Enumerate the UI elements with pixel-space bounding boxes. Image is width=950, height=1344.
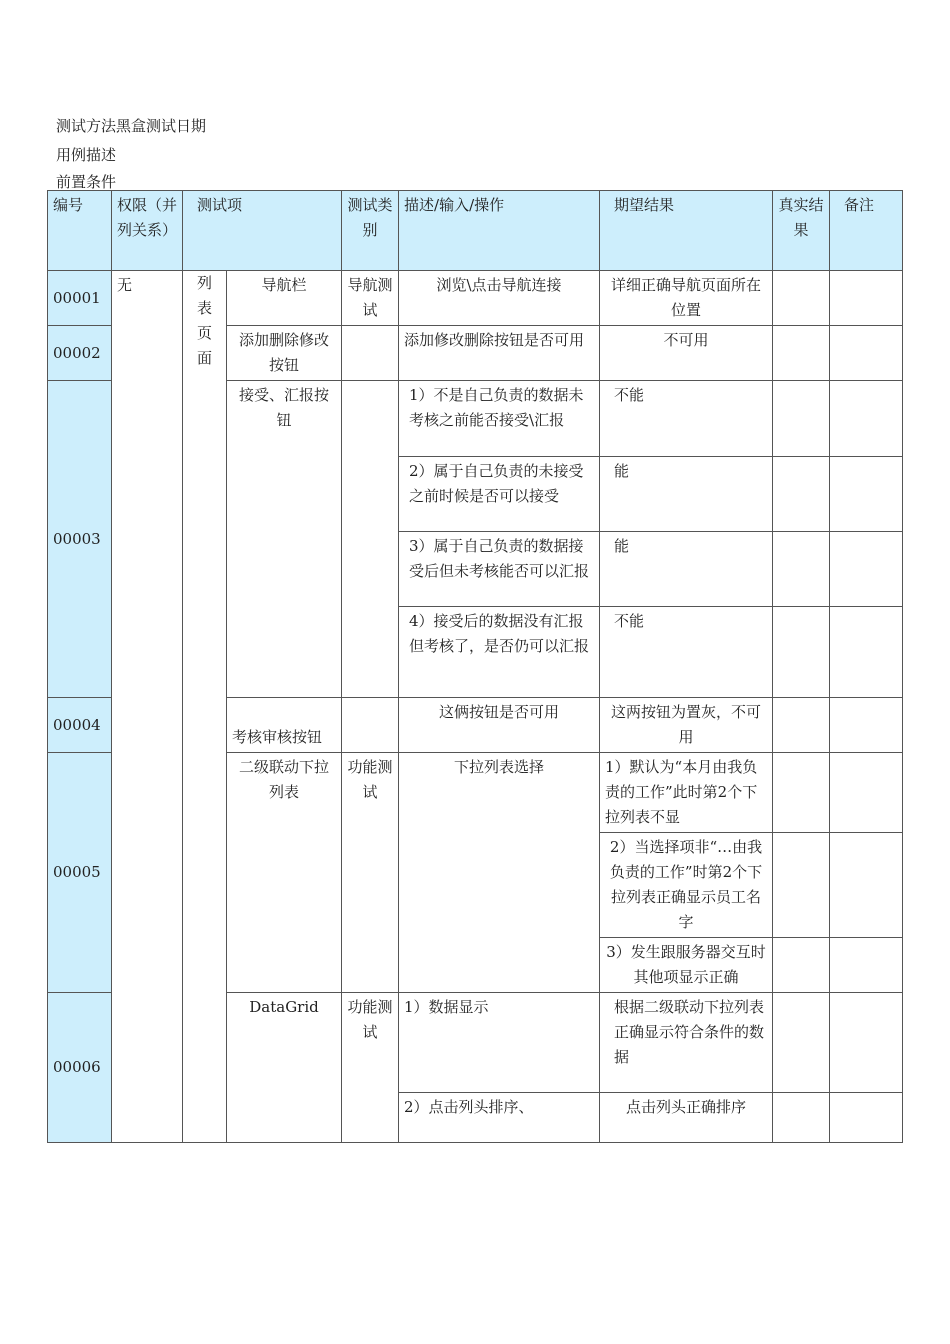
note <box>830 271 903 326</box>
actual-result <box>773 1093 830 1143</box>
expected-result: 不能 <box>600 381 773 457</box>
expected-result: 1）默认为“本月由我负责的工作”此时第2个下拉列表不显 <box>600 753 773 833</box>
note <box>830 532 903 607</box>
test-type <box>342 326 399 381</box>
page-label <box>183 271 227 1143</box>
test-item: 接受、汇报按钮 <box>227 381 342 698</box>
note <box>830 938 903 993</box>
expected-result: 能 <box>600 457 773 532</box>
case-id: 00002 <box>48 326 112 381</box>
description: 1）不是自己负责的数据未考核之前能否接受\汇报 <box>399 381 600 457</box>
description: 这俩按钮是否可用 <box>399 698 600 753</box>
description: 2）点击列头排序、 <box>399 1093 600 1143</box>
actual-result <box>773 532 830 607</box>
permission-cell: 无 <box>112 271 183 1143</box>
actual-result <box>773 457 830 532</box>
test-case-table <box>47 190 903 1143</box>
actual-result <box>773 607 830 698</box>
description: 添加修改删除按钮是否可用 <box>399 326 600 381</box>
note <box>830 381 903 457</box>
description: 浏览\点击导航连接 <box>399 271 600 326</box>
col-header-permission: 权限（并列关系） <box>112 191 183 271</box>
header-precondition: 前置条件 <box>56 173 117 191</box>
note <box>830 753 903 833</box>
test-type: 功能测试 <box>342 753 399 993</box>
col-header-test-type: 测试类别 <box>342 191 399 271</box>
description: 3）属于自己负责的数据接受后但未考核能否可以汇报 <box>399 532 600 607</box>
test-item: 考核审核按钮 <box>227 698 342 753</box>
test-type: 导航测试 <box>342 271 399 326</box>
description: 1）数据显示 <box>399 993 600 1093</box>
actual-result <box>773 833 830 938</box>
note <box>830 698 903 753</box>
actual-result <box>773 381 830 457</box>
description: 4）接受后的数据没有汇报但考核了，是否仍可以汇报 <box>399 607 600 698</box>
header-case-description: 用例描述 <box>56 146 117 164</box>
case-id: 00003 <box>48 381 112 698</box>
expected-result: 不可用 <box>600 326 773 381</box>
col-header-description: 描述/输入/操作 <box>399 191 600 271</box>
case-id: 00006 <box>48 993 112 1143</box>
col-header-actual: 真实结果 <box>773 191 830 271</box>
case-id: 00004 <box>48 698 112 753</box>
note <box>830 1093 903 1143</box>
page-label-text: 列表页面 <box>197 274 213 367</box>
expected-result: 2）当选择项非“…由我负责的工作”时第2个下拉列表正确显示员工名字 <box>600 833 773 938</box>
actual-result <box>773 698 830 753</box>
expected-result: 能 <box>600 532 773 607</box>
description: 2）属于自己负责的未接受之前时候是否可以接受 <box>399 457 600 532</box>
col-header-test-item: 测试项 <box>183 191 342 271</box>
note <box>830 326 903 381</box>
expected-result: 不能 <box>600 607 773 698</box>
col-header-note: 备注 <box>830 191 903 271</box>
test-type <box>342 381 399 698</box>
actual-result <box>773 938 830 993</box>
expected-result: 点击列头正确排序 <box>600 1093 773 1143</box>
test-type <box>342 698 399 753</box>
case-id: 00001 <box>48 271 112 326</box>
note <box>830 833 903 938</box>
note <box>830 607 903 698</box>
expected-result: 3）发生跟服务器交互时其他项显示正确 <box>600 938 773 993</box>
note <box>830 457 903 532</box>
test-item: 添加删除修改按钮 <box>227 326 342 381</box>
col-header-expected: 期望结果 <box>600 191 773 271</box>
test-type: 功能测试 <box>342 993 399 1143</box>
test-item: 二级联动下拉列表 <box>227 753 342 993</box>
actual-result <box>773 753 830 833</box>
test-item: 导航栏 <box>227 271 342 326</box>
actual-result <box>773 993 830 1093</box>
table-row <box>48 271 903 326</box>
test-item: DataGrid <box>227 993 342 1143</box>
table-header-row <box>48 191 903 271</box>
expected-result: 根据二级联动下拉列表正确显示符合条件的数据 <box>600 993 773 1093</box>
col-header-id: 编号 <box>48 191 112 271</box>
actual-result <box>773 326 830 381</box>
header-test-method: 测试方法黑盒测试日期 <box>56 117 207 135</box>
actual-result <box>773 271 830 326</box>
note <box>830 993 903 1093</box>
case-id: 00005 <box>48 753 112 993</box>
description: 下拉列表选择 <box>399 753 600 993</box>
expected-result: 这两按钮为置灰，不可用 <box>600 698 773 753</box>
expected-result: 详细正确导航页面所在位置 <box>600 271 773 326</box>
